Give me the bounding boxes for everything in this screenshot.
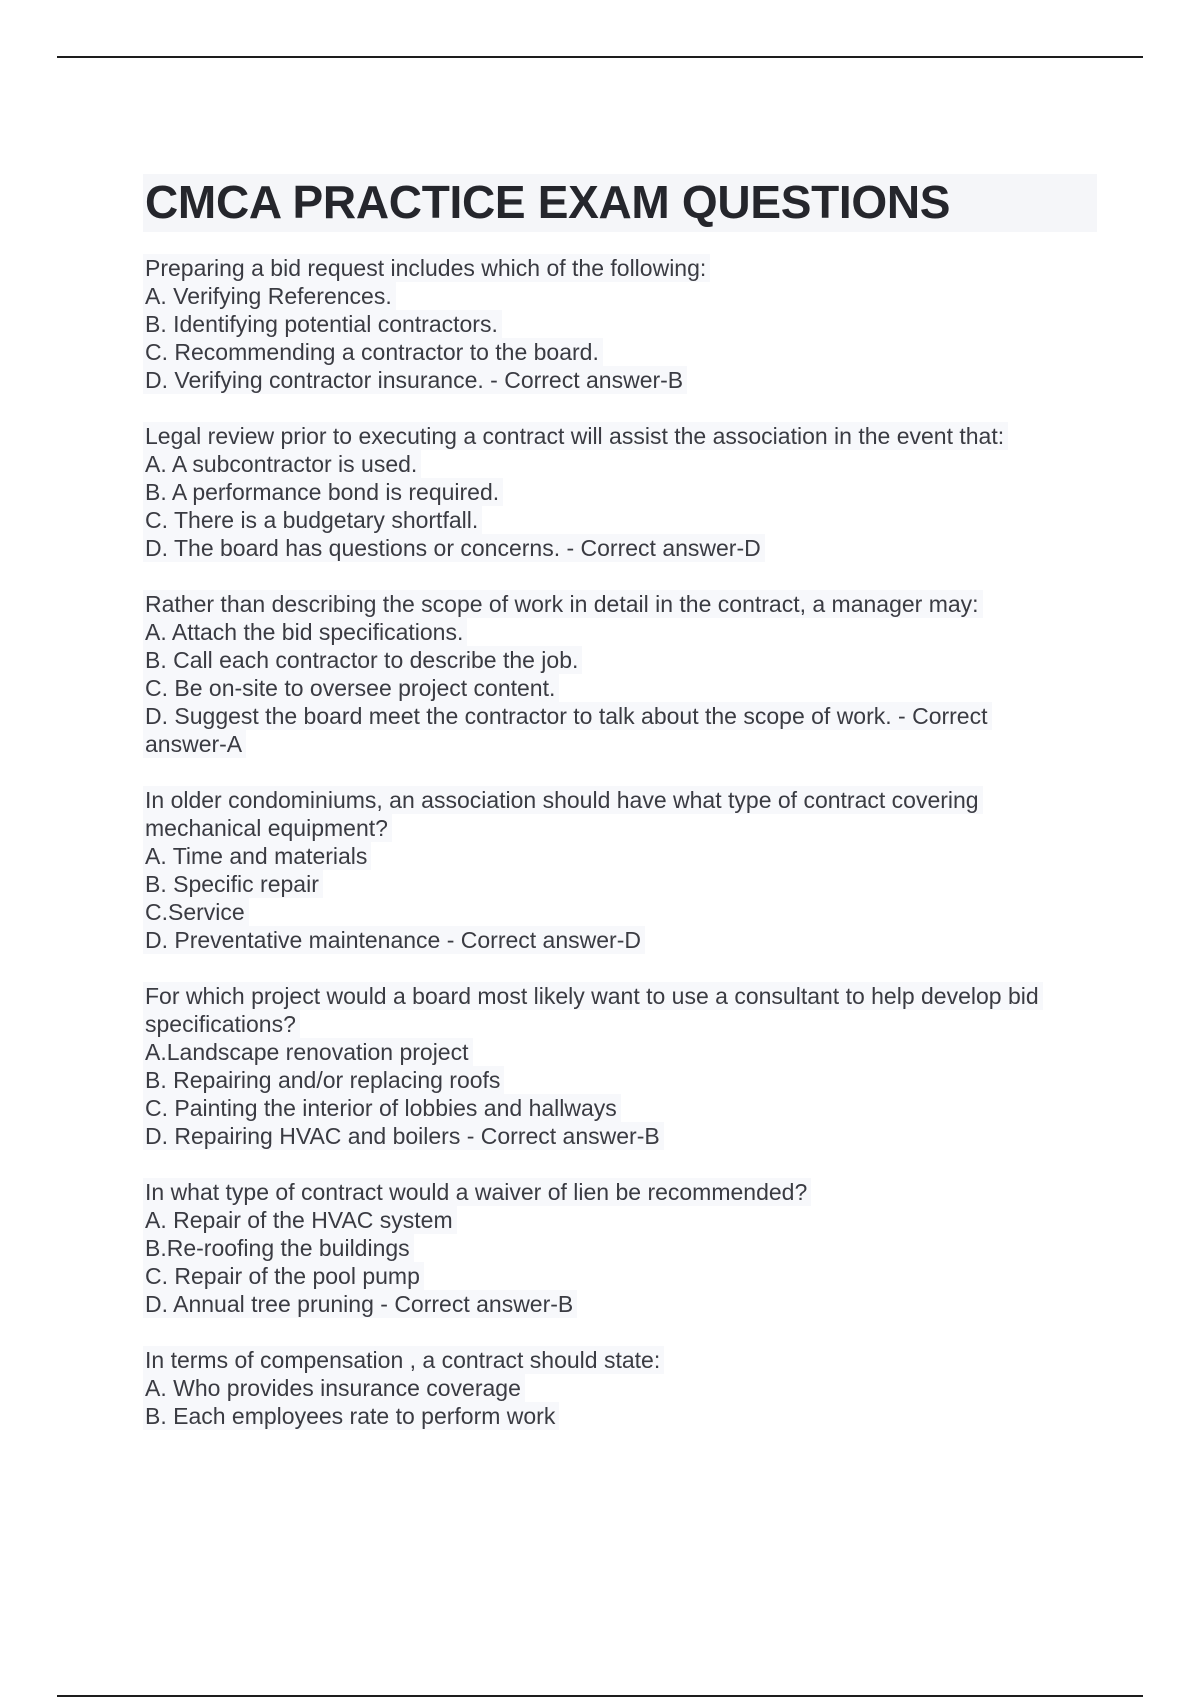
answer-option: C.Service	[143, 898, 249, 926]
question-prompt: Legal review prior to executing a contract will assist the association in the event that:	[143, 422, 1008, 450]
answer-option: A.Landscape renovation project	[143, 1038, 473, 1066]
answer-option: D. Repairing HVAC and boilers - Correct answer-B	[143, 1122, 664, 1150]
question-prompt: In older condominiums, an association should have what type of contract covering	[143, 786, 983, 814]
top-rule	[57, 56, 1143, 58]
question-prompt: For which project would a board most likely want to use a consultant to help develop bid	[143, 982, 1043, 1010]
question-prompt: In terms of compensation , a contract should state:	[143, 1346, 664, 1374]
answer-option: D. The board has questions or concerns. - Correct answer-D	[143, 534, 765, 562]
answer-option: D. Suggest the board meet the contractor to talk about the scope of work. - Correct	[143, 702, 992, 730]
question-4	[143, 786, 1093, 954]
answer-option: D. Preventative maintenance - Correct answer-D	[143, 926, 645, 954]
question-2	[143, 422, 1093, 562]
answer-option: A. Repair of the HVAC system	[143, 1206, 457, 1234]
document-body	[143, 174, 1093, 1458]
question-prompt-continued: mechanical equipment?	[143, 814, 392, 842]
question-7	[143, 1346, 1093, 1430]
bottom-rule	[57, 1695, 1143, 1697]
answer-option: C. Repair of the pool pump	[143, 1262, 424, 1290]
question-prompt-continued: specifications?	[143, 1010, 300, 1038]
answer-option: D. Annual tree pruning - Correct answer-B	[143, 1290, 577, 1318]
answer-option: C. Painting the interior of lobbies and hallways	[143, 1094, 621, 1122]
question-prompt: Preparing a bid request includes which of the following:	[143, 254, 710, 282]
question-prompt: Rather than describing the scope of work in detail in the contract, a manager may:	[143, 590, 983, 618]
answer-option: B. Each employees rate to perform work	[143, 1402, 559, 1430]
answer-option: C. There is a budgetary shortfall.	[143, 506, 482, 534]
answer-option: A. A subcontractor is used.	[143, 450, 421, 478]
document-title: CMCA PRACTICE EXAM QUESTIONS	[143, 174, 1097, 232]
answer-option: D. Verifying contractor insurance. - Correct answer-B	[143, 366, 687, 394]
answer-option: A. Who provides insurance coverage	[143, 1374, 525, 1402]
answer-option: B. Specific repair	[143, 870, 323, 898]
answer-option: B. Identifying potential contractors.	[143, 310, 502, 338]
answer-option: B. Repairing and/or replacing roofs	[143, 1066, 504, 1094]
question-1	[143, 254, 1093, 394]
answer-option: A. Time and materials	[143, 842, 371, 870]
answer-option: A. Verifying References.	[143, 282, 396, 310]
answer-option: B. A performance bond is required.	[143, 478, 503, 506]
answer-option: C. Be on-site to oversee project content.	[143, 674, 559, 702]
question-6	[143, 1178, 1093, 1318]
question-prompt: In what type of contract would a waiver of lien be recommended?	[143, 1178, 811, 1206]
question-5	[143, 982, 1093, 1150]
answer-option: B.Re-roofing the buildings	[143, 1234, 414, 1262]
answer-option: B. Call each contractor to describe the job.	[143, 646, 582, 674]
answer-option-continued: answer-A	[143, 730, 246, 758]
answer-option: C. Recommending a contractor to the board.	[143, 338, 603, 366]
question-3	[143, 590, 1093, 758]
answer-option: A. Attach the bid specifications.	[143, 618, 467, 646]
